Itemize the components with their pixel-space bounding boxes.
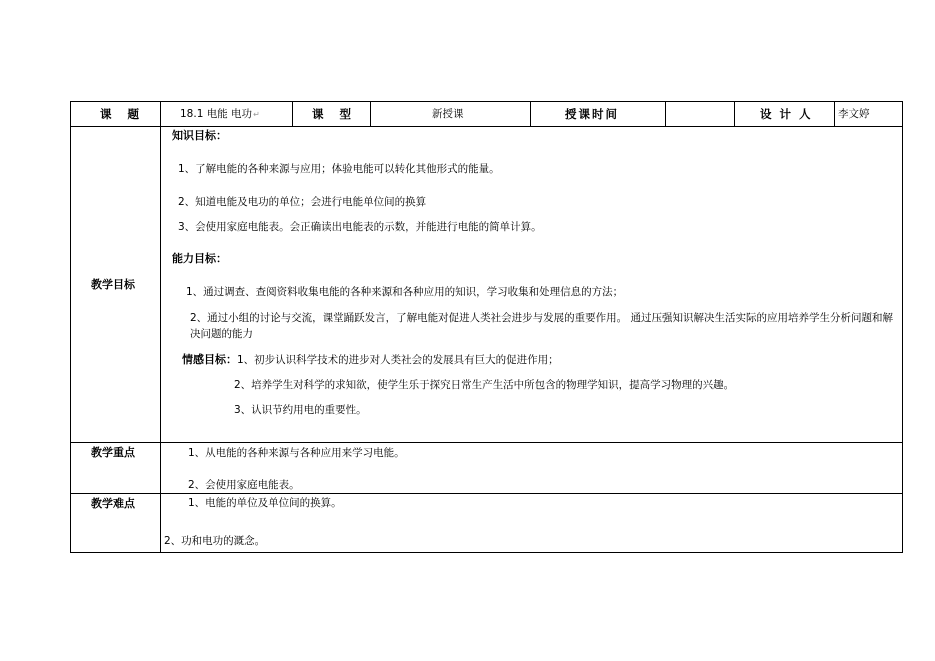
label-column-divider	[160, 101, 161, 553]
knowledge-item-1: 1、了解电能的各种来源与应用；体验电能可以转化其他形式的能量。	[178, 163, 500, 175]
keypoints-row-label: 教学重点	[91, 446, 135, 459]
table-border-bottom	[70, 552, 903, 553]
objectives-row-divider	[70, 442, 903, 443]
ability-item-1: 1、通过调查、查阅资料收集电能的各种来源和各种应用的知识，学习收集和处理信息的方法；	[186, 286, 624, 298]
knowledge-title: 知识目标：	[172, 129, 227, 142]
topic-value-text: 18.1 电能 电功	[180, 108, 253, 120]
emotion-title: 情感目标：	[182, 353, 237, 366]
type-value: 新授课	[432, 108, 464, 120]
keypoint-item-1: 1、从电能的各种来源与各种应用来学习电能。	[188, 447, 405, 459]
knowledge-item-3: 3、会使用家庭电能表。会正确读出电能表的示数，并能进行电能的简单计算。	[178, 221, 542, 233]
emotion-item-1: 1、初步认识科学技术的进步对人类社会的发展具有巨大的促进作用；	[237, 354, 559, 366]
header-divider-6	[834, 101, 835, 127]
designer-label: 设 计 人	[760, 107, 813, 121]
keypoint-item-2: 2、会使用家庭电能表。	[188, 479, 300, 491]
paragraph-mark: ↵	[253, 110, 260, 119]
emotion-item-2: 2、培养学生对科学的求知欲，使学生乐于探究日常生产生活中所包含的物理学知识，提高学习物理的兴趣。	[234, 379, 735, 391]
topic-label: 课 题	[100, 107, 146, 121]
designer-value: 李文婷	[838, 108, 870, 120]
header-row-divider	[70, 126, 903, 127]
keypoints-row-divider	[70, 493, 903, 494]
time-label: 授课时间	[565, 107, 619, 121]
header-divider-3	[530, 101, 531, 127]
difficulties-row-label: 教学难点	[91, 497, 135, 510]
emotion-line-1	[182, 353, 559, 367]
header-divider-5	[734, 101, 735, 127]
table-border-left	[70, 101, 71, 553]
difficulty-item-2: 2、功和电功的溉念。	[164, 535, 266, 547]
header-divider-4	[665, 101, 666, 127]
topic-value	[180, 107, 260, 122]
knowledge-item-2: 2、知道电能及电功的单位；会进行电能单位间的换算	[178, 196, 427, 208]
objectives-row-label: 教学目标	[91, 278, 135, 291]
header-divider-1	[292, 101, 293, 127]
ability-title: 能力目标：	[172, 252, 227, 265]
ability-item-2: 2、通过小组的讨论与交流，课堂踊跃发言，了解电能对促进人类社会进步与发展的重要作用。 通过压强知识解决生活实际的应用培养学生分析问题和解决问题的能力	[190, 312, 894, 340]
table-border-right	[902, 101, 903, 553]
emotion-item-3: 3、认识节约用电的重要性。	[234, 404, 367, 416]
table-border-top	[70, 101, 903, 102]
type-label: 课 型	[312, 107, 358, 121]
difficulty-item-1: 1、电能的单位及单位间的换算。	[188, 497, 342, 509]
header-divider-2	[370, 101, 371, 127]
